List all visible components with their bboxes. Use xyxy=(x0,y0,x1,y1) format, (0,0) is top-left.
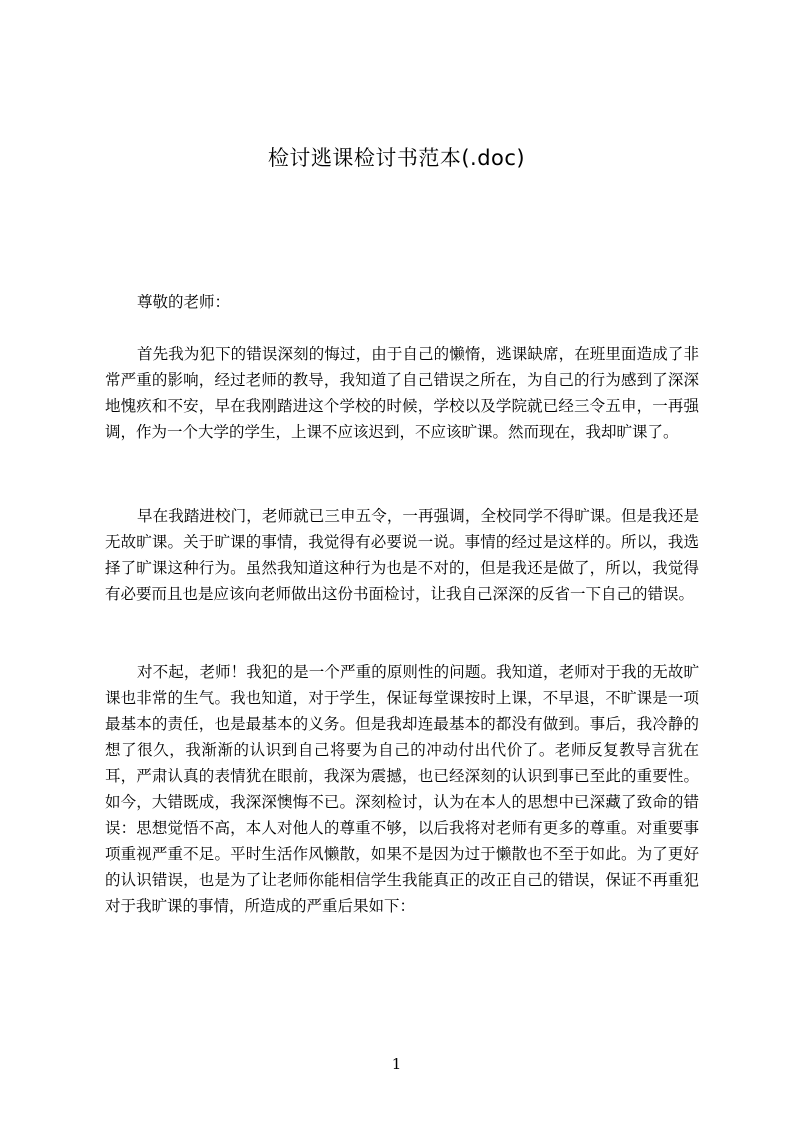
paragraph-3: 对不起，老师！我犯的是一个严重的原则性的问题。我知道，老师对于我的无故旷课也非常的生气。我也知道，对于学生，保证每堂课按时上课，不早退，不旷课是一项最基本的责任，也是最基本的义务。但是我却连最基本的都没有做到。事后，我冷静的想了很久，我渐渐的认识到自己将要为自己的冲动付出代价了。老师反复教导言犹在耳，严肃认真的表情犹在眼前，我深为震撼，也已经深刻的认识到事已至此的重要性。如今，大错既成，我深深懊悔不已。深刻检讨，认为在本人的思想中已深藏了致命的错误：思想觉悟不高，本人对他人的尊重不够，以后我将对老师有更多的尊重。对重要事项重视严重不足。平时生活作风懒散，如果不是因为过于懒散也不至于如此。为了更好的认识错误，也是为了让老师你能相信学生我能真正的改正自己的错误，保证不再重犯对于我旷课的事情，所造成的严重后果如下： xyxy=(105,663,699,915)
salutation xyxy=(105,289,699,315)
document-title: 检讨逃课检讨书范本(.doc) xyxy=(267,146,526,170)
salutation-text: 尊敬的老师： xyxy=(137,293,231,311)
paragraph-2: 早在我踏进校门，老师就已三申五令，一再强调，全校同学不得旷课。但是我还是无故旷课。关于旷课的事情，我觉得有必要说一说。事情的经过是这样的。所以，我选择了旷课这种行为。虽然我知道这种行为也是不对的，但是我还是做了，所以，我觉得有必要而且也是应该向老师做出这份书面检讨，让我自己深深的反省一下自己的错误。 xyxy=(105,507,699,603)
paragraph-1: 首先我为犯下的错误深刻的悔过，由于自己的懒惰，逃课缺席，在班里面造成了非常严重的影响，经过老师的教导，我知道了自己错误之所在，为自己的行为感到了深深地愧疚和不安，早在我刚踏进这个学校的时候，学校以及学院就已经三令五申，一再强调，作为一个大学的学生，上课不应该迟到，不应该旷课。然而现在，我却旷课了。 xyxy=(105,345,699,441)
page-number: 1 xyxy=(391,1055,402,1073)
